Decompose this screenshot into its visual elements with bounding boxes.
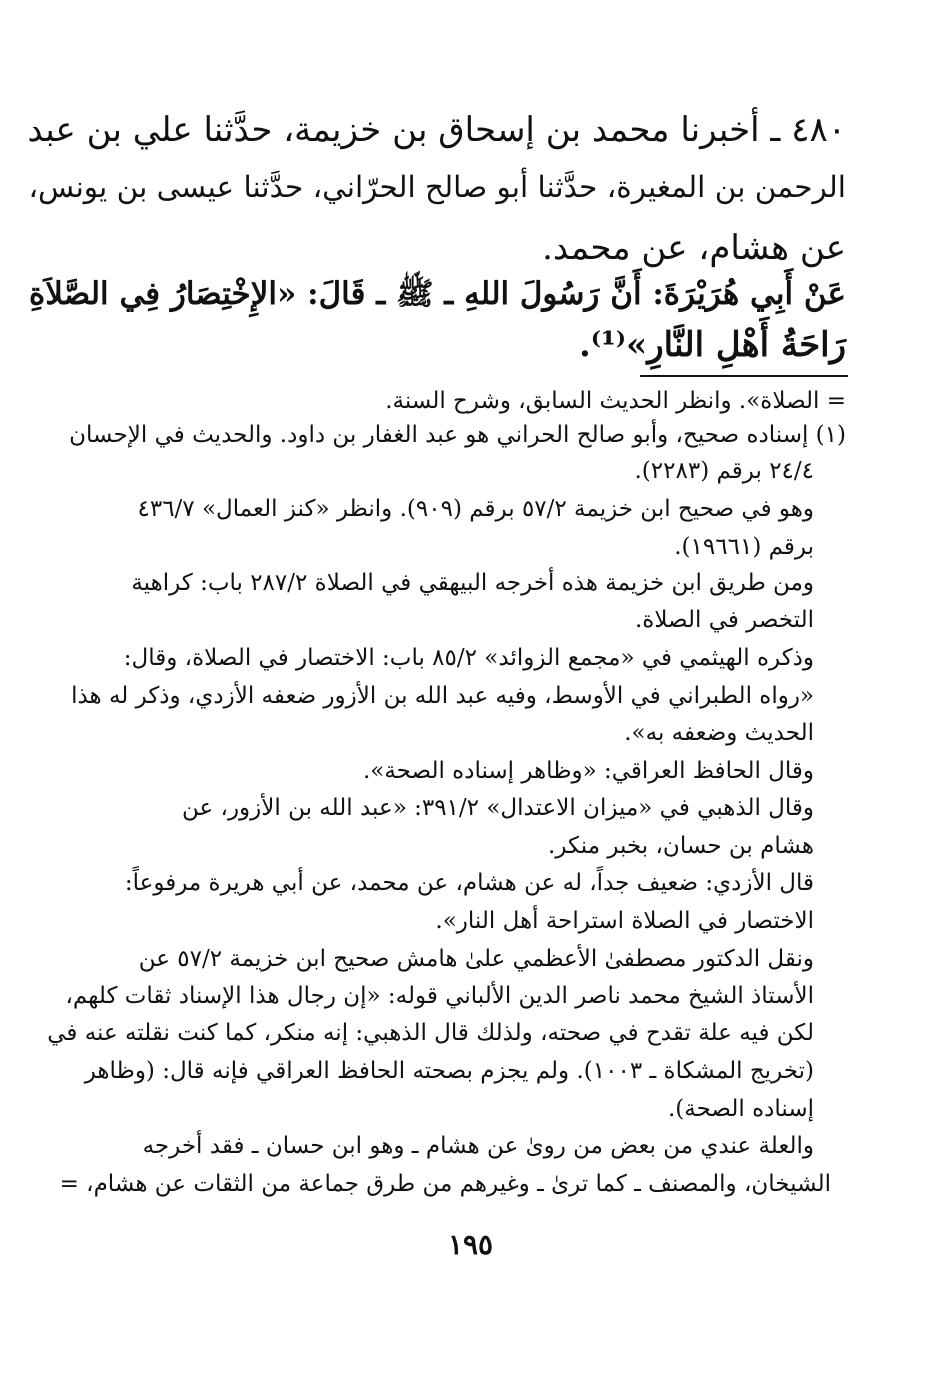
- footnote-line: وذكره الهيثمي في «مجمع الزوائد» ٨٥/٢ باب: الاختصار في الصلاة، وقال:: [123, 645, 814, 671]
- footnote-line: قال الأزدي: ضعيف جداً، له عن هشام، عن محمد، عن أبي هريرة مرفوعاً:: [124, 870, 814, 896]
- footnote-separator: [640, 375, 848, 377]
- footnote-line: برقم (١٩٦٦١).: [674, 534, 814, 560]
- footnote-line: الشيخان، والمصنف ـ كما ترىٰ ـ وغيرهم من طرق جماعة من الثقات عن هشام، =: [59, 1171, 831, 1197]
- footnote-line: وقال الحافظ العراقي: «وظاهر إسناده الصحة».: [362, 758, 814, 784]
- hadith-matn-line-1: عَنْ أَبِي هُرَيْرَةَ: أَنَّ رَسُولَ اللهِ ـ ﷺ ـ قَالَ: «الإِخْتِصَارُ فِي الصَّلاَةِ: [28, 276, 846, 312]
- footnote-line: وقال الذهبي في «ميزان الاعتدال» ٣٩١/٢: «عبد الله بن الأزور، عن: [181, 795, 814, 821]
- hadith-line-2: الرحمن بن المغيرة، حدَّثنا أبو صالح الحرّاني، حدَّثنا عيسى بن يونس،: [28, 170, 846, 204]
- footnote-line: الحديث وضعفه به».: [624, 720, 814, 746]
- footnote-line: هشام بن حسان، بخبر منكر.: [548, 833, 814, 859]
- footnote-line: «رواه الطبراني في الأوسط، وفيه عبد الله بن الأزور ضعفه الأزدي، وذكر له هذا: [71, 683, 814, 709]
- footnote-line: الأستاذ الشيخ محمد ناصر الدين الألباني قوله: «إن رجال هذا الإسناد ثقات كلهم،: [65, 983, 814, 1009]
- footnote-line: = الصلاة». وانظر الحديث السابق، وشرح السنة.: [385, 388, 846, 414]
- footnote-line: التخصر في الصلاة.: [634, 607, 814, 633]
- footnote-line: (١) إسناده صحيح، وأبو صالح الحراني هو عبد الغفار بن داود. والحديث في الإحسان: [69, 422, 846, 448]
- footnote-line: ٢٤/٤ برقم (٢٢٨٣).: [634, 458, 814, 484]
- page-number: ١٩٥: [447, 1228, 494, 1261]
- hadith-line-3: عن هشام، عن محمد.: [542, 228, 846, 268]
- footnote-line: والعلة عندي من بعض من روىٰ عن هشام ـ وهو ابن حسان ـ فقد أخرجه: [142, 1133, 814, 1159]
- footnote-line: لكن فيه علة تقدح في صحته، ولذلك قال الذهبي: إنه منكر، كما كنت نقلته عنه في: [47, 1020, 814, 1046]
- footnote-line: ونقل الدكتور مصطفىٰ الأعظمي علىٰ هامش صحيح ابن خزيمة ٥٧/٢ عن: [138, 946, 814, 972]
- footnote-line: وهو في صحيح ابن خزيمة ٥٧/٢ برقم (٩٠٩). وانظر «كنز العمال» ٤٣٦/٧: [137, 496, 814, 522]
- hadith-matn-line-2: رَاحَةُ أَهْلِ النَّارِ»⁽¹⁾.: [578, 325, 846, 365]
- footnote-line: إسناده الصحة).: [667, 1096, 814, 1122]
- footnote-line: الاختصار في الصلاة استراحة أهل النار».: [435, 908, 814, 934]
- hadith-line-1: ٤٨٠ ـ أخبرنا محمد بن إسحاق بن خزيمة، حدَّثنا علي بن عبد: [27, 110, 846, 150]
- footnote-line: ومن طريق ابن خزيمة هذه أخرجه البيهقي في الصلاة ٢٨٧/٢ باب: كراهية: [131, 570, 814, 596]
- footnote-line: (تخريج المشكاة ـ ١٠٠٣). ولم يجزم بصحته الحافظ العراقي فإنه قال: (وظاهر: [84, 1058, 814, 1084]
